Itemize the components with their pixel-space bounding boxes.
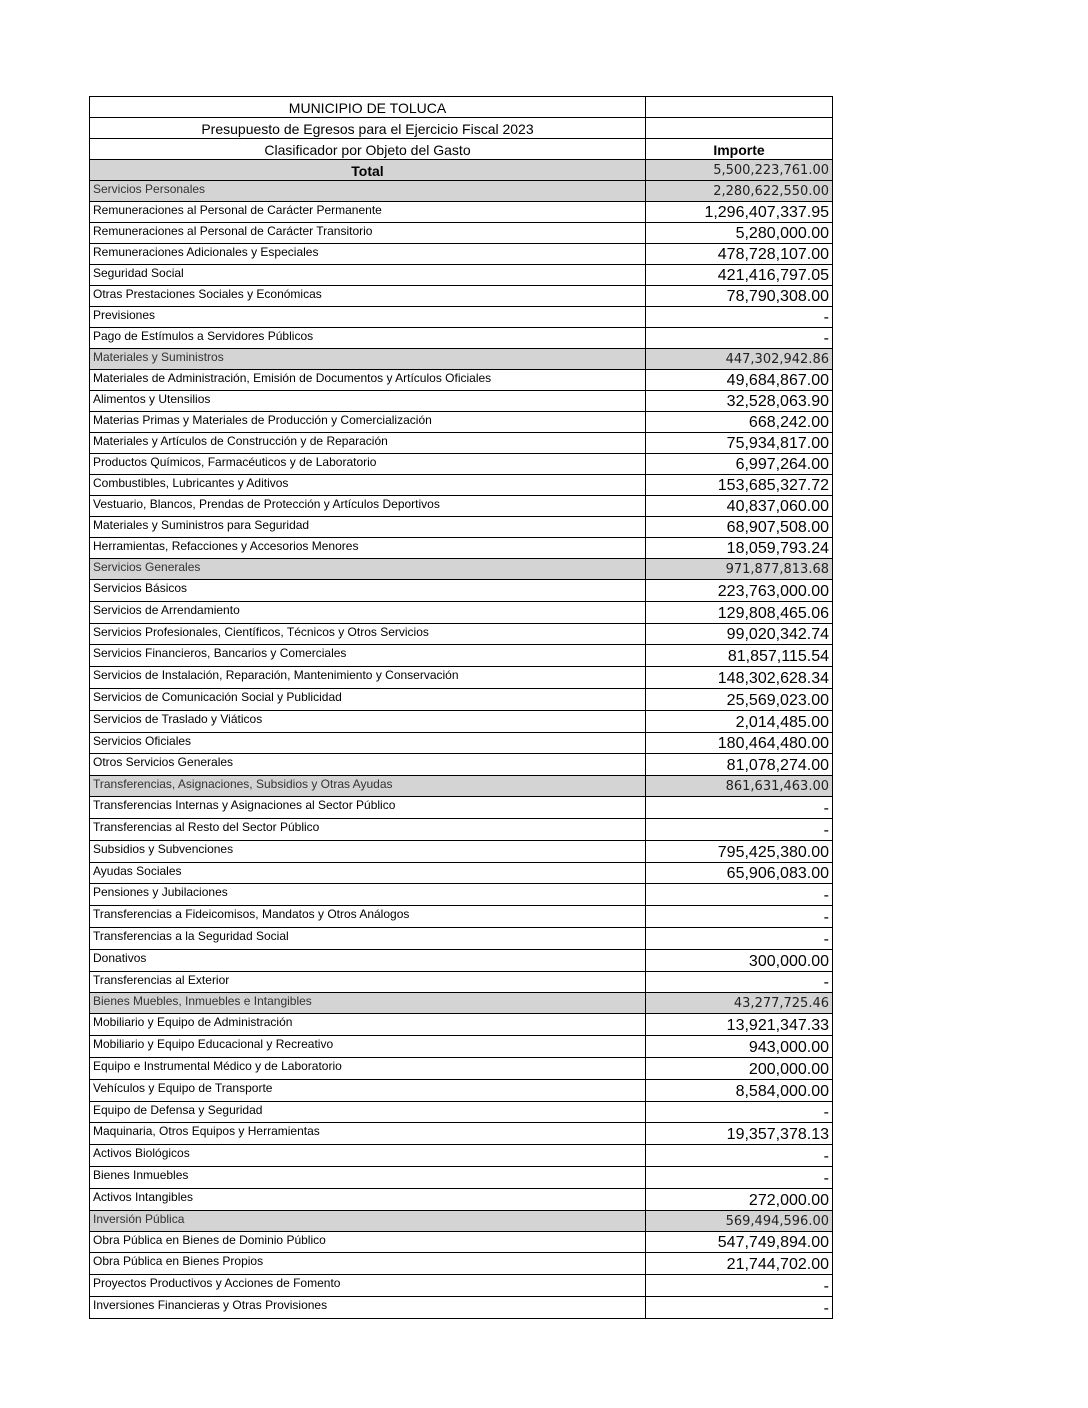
item-label: Servicios Financieros, Bancarios y Comerciales	[90, 645, 646, 667]
category-amount: 861,631,463.00	[646, 776, 833, 797]
item-amount: 2,014,485.00	[646, 710, 833, 732]
category-row	[90, 349, 833, 370]
table-row	[90, 580, 833, 602]
item-amount: -	[646, 1166, 833, 1188]
item-amount: 547,749,894.00	[646, 1231, 833, 1253]
item-label: Maquinaria, Otros Equipos y Herramientas	[90, 1123, 646, 1145]
table-row	[90, 927, 833, 949]
item-label: Mobiliario y Equipo Educacional y Recreativo	[90, 1036, 646, 1058]
item-label: Obra Pública en Bienes Propios	[90, 1253, 646, 1275]
municipality-title: MUNICIPIO DE TOLUCA	[90, 97, 646, 118]
item-amount: -	[646, 1296, 833, 1318]
item-label: Proyectos Productivos y Acciones de Fomento	[90, 1275, 646, 1297]
category-amount: 447,302,942.86	[646, 349, 833, 370]
item-label: Mobiliario y Equipo de Administración	[90, 1014, 646, 1036]
subtitle-row	[90, 118, 833, 139]
empty-cell	[646, 97, 833, 118]
table-row	[90, 797, 833, 819]
item-label: Servicios de Arrendamiento	[90, 601, 646, 623]
item-amount: 78,790,308.00	[646, 286, 833, 307]
table-row	[90, 688, 833, 710]
item-amount: -	[646, 797, 833, 819]
table-row	[90, 1253, 833, 1275]
table-row	[90, 517, 833, 538]
item-amount: 18,059,793.24	[646, 538, 833, 559]
item-label: Vestuario, Blancos, Prendas de Protección y Artículos Deportivos	[90, 496, 646, 517]
category-row	[90, 559, 833, 580]
item-amount: 32,528,063.90	[646, 391, 833, 412]
item-label: Servicios Oficiales	[90, 732, 646, 754]
table-row	[90, 412, 833, 433]
category-amount: 971,877,813.68	[646, 559, 833, 580]
table-row	[90, 286, 833, 307]
table-row	[90, 1145, 833, 1167]
empty-cell	[646, 118, 833, 139]
item-amount: -	[646, 884, 833, 906]
category-name: Materiales y Suministros	[90, 349, 646, 370]
table-row	[90, 496, 833, 517]
table-row	[90, 307, 833, 328]
item-label: Remuneraciones al Personal de Carácter Transitorio	[90, 223, 646, 244]
table-row	[90, 1079, 833, 1101]
table-row	[90, 1101, 833, 1123]
item-label: Materiales y Suministros para Seguridad	[90, 517, 646, 538]
table-row	[90, 202, 833, 223]
table-row	[90, 1123, 833, 1145]
item-label: Vehículos y Equipo de Transporte	[90, 1079, 646, 1101]
table-row	[90, 475, 833, 496]
item-label: Bienes Inmuebles	[90, 1166, 646, 1188]
item-label: Servicios Profesionales, Científicos, Técnicos y Otros Servicios	[90, 623, 646, 645]
table-row	[90, 601, 833, 623]
item-amount: 421,416,797.05	[646, 265, 833, 286]
item-label: Remuneraciones al Personal de Carácter Permanente	[90, 202, 646, 223]
category-amount: 2,280,622,550.00	[646, 181, 833, 202]
item-amount: 478,728,107.00	[646, 244, 833, 265]
item-label: Subsidios y Subvenciones	[90, 840, 646, 862]
item-label: Obra Pública en Bienes de Dominio Público	[90, 1231, 646, 1253]
table-row	[90, 433, 833, 454]
item-amount: 40,837,060.00	[646, 496, 833, 517]
item-amount: 200,000.00	[646, 1057, 833, 1079]
item-label: Remuneraciones Adicionales y Especiales	[90, 244, 646, 265]
item-label: Servicios Básicos	[90, 580, 646, 602]
table-row	[90, 538, 833, 559]
table-row	[90, 732, 833, 754]
item-amount: 6,997,264.00	[646, 454, 833, 475]
item-label: Servicios de Instalación, Reparación, Mantenimiento y Conservación	[90, 667, 646, 689]
item-label: Inversiones Financieras y Otras Provisiones	[90, 1296, 646, 1318]
item-label: Otras Prestaciones Sociales y Económicas	[90, 286, 646, 307]
budget-subtitle: Presupuesto de Egresos para el Ejercicio Fiscal 2023	[90, 118, 646, 139]
category-name: Inversión Pública	[90, 1210, 646, 1231]
item-label: Transferencias a Fideicomisos, Mandatos y Otros Análogos	[90, 906, 646, 928]
table-row	[90, 454, 833, 475]
category-name: Servicios Personales	[90, 181, 646, 202]
item-amount: 21,744,702.00	[646, 1253, 833, 1275]
item-amount: -	[646, 307, 833, 328]
item-amount: 223,763,000.00	[646, 580, 833, 602]
category-row	[90, 993, 833, 1014]
item-amount: 25,569,023.00	[646, 688, 833, 710]
classifier-header: Clasificador por Objeto del Gasto	[90, 139, 646, 160]
item-amount: 1,296,407,337.95	[646, 202, 833, 223]
table-row	[90, 370, 833, 391]
item-amount: 300,000.00	[646, 949, 833, 971]
item-amount: -	[646, 328, 833, 349]
item-label: Seguridad Social	[90, 265, 646, 286]
column-header-row	[90, 139, 833, 160]
table-row	[90, 710, 833, 732]
total-label: Total	[90, 160, 646, 181]
table-row	[90, 840, 833, 862]
item-amount: 75,934,817.00	[646, 433, 833, 454]
item-amount: 68,907,508.00	[646, 517, 833, 538]
table-row	[90, 244, 833, 265]
item-label: Equipo de Defensa y Seguridad	[90, 1101, 646, 1123]
item-label: Transferencias a la Seguridad Social	[90, 927, 646, 949]
item-amount: -	[646, 1101, 833, 1123]
item-amount: 148,302,628.34	[646, 667, 833, 689]
item-amount: 99,020,342.74	[646, 623, 833, 645]
item-label: Herramientas, Refacciones y Accesorios Menores	[90, 538, 646, 559]
item-amount: 180,464,480.00	[646, 732, 833, 754]
category-row	[90, 1210, 833, 1231]
item-amount: -	[646, 818, 833, 840]
table-row	[90, 223, 833, 244]
budget-table-body	[90, 97, 833, 1319]
item-amount: 668,242.00	[646, 412, 833, 433]
item-amount: 272,000.00	[646, 1188, 833, 1210]
table-row	[90, 1275, 833, 1297]
item-label: Previsiones	[90, 307, 646, 328]
category-name: Transferencias, Asignaciones, Subsidios y Otras Ayudas	[90, 776, 646, 797]
item-label: Servicios de Comunicación Social y Publicidad	[90, 688, 646, 710]
table-row	[90, 645, 833, 667]
item-label: Combustibles, Lubricantes y Aditivos	[90, 475, 646, 496]
table-row	[90, 949, 833, 971]
item-amount: -	[646, 927, 833, 949]
item-label: Materiales de Administración, Emisión de Documentos y Artículos Oficiales	[90, 370, 646, 391]
item-amount: 5,280,000.00	[646, 223, 833, 244]
item-amount: -	[646, 1145, 833, 1167]
item-label: Transferencias al Exterior	[90, 971, 646, 993]
table-row	[90, 1036, 833, 1058]
item-label: Donativos	[90, 949, 646, 971]
item-label: Alimentos y Utensilios	[90, 391, 646, 412]
item-label: Pensiones y Jubilaciones	[90, 884, 646, 906]
item-label: Materiales y Artículos de Construcción y de Reparación	[90, 433, 646, 454]
table-row	[90, 906, 833, 928]
category-name: Bienes Muebles, Inmuebles e Intangibles	[90, 993, 646, 1014]
item-amount: -	[646, 1275, 833, 1297]
table-row	[90, 884, 833, 906]
item-amount: 8,584,000.00	[646, 1079, 833, 1101]
table-row	[90, 1296, 833, 1318]
item-amount: 81,857,115.54	[646, 645, 833, 667]
item-label: Pago de Estímulos a Servidores Públicos	[90, 328, 646, 349]
item-amount: -	[646, 906, 833, 928]
item-amount: 795,425,380.00	[646, 840, 833, 862]
total-row	[90, 160, 833, 181]
category-amount: 569,494,596.00	[646, 1210, 833, 1231]
table-row	[90, 1188, 833, 1210]
item-amount: 65,906,083.00	[646, 862, 833, 884]
table-row	[90, 1166, 833, 1188]
total-amount: 5,500,223,761.00	[646, 160, 833, 181]
item-label: Ayudas Sociales	[90, 862, 646, 884]
item-amount: 19,357,378.13	[646, 1123, 833, 1145]
item-amount: 153,685,327.72	[646, 475, 833, 496]
item-label: Transferencias Internas y Asignaciones al Sector Público	[90, 797, 646, 819]
table-row	[90, 391, 833, 412]
table-row	[90, 265, 833, 286]
item-amount: -	[646, 971, 833, 993]
table-row	[90, 754, 833, 776]
item-label: Servicios de Traslado y Viáticos	[90, 710, 646, 732]
item-label: Equipo e Instrumental Médico y de Laboratorio	[90, 1057, 646, 1079]
table-row	[90, 1231, 833, 1253]
category-row	[90, 776, 833, 797]
item-amount: 81,078,274.00	[646, 754, 833, 776]
category-row	[90, 181, 833, 202]
item-amount: 49,684,867.00	[646, 370, 833, 391]
item-label: Otros Servicios Generales	[90, 754, 646, 776]
item-amount: 129,808,465.06	[646, 601, 833, 623]
table-row	[90, 667, 833, 689]
category-amount: 43,277,725.46	[646, 993, 833, 1014]
table-row	[90, 862, 833, 884]
budget-table	[89, 96, 833, 1319]
item-label: Activos Intangibles	[90, 1188, 646, 1210]
item-label: Transferencias al Resto del Sector Público	[90, 818, 646, 840]
table-row	[90, 1014, 833, 1036]
title-row	[90, 97, 833, 118]
item-amount: 943,000.00	[646, 1036, 833, 1058]
item-amount: 13,921,347.33	[646, 1014, 833, 1036]
table-row	[90, 328, 833, 349]
category-name: Servicios Generales	[90, 559, 646, 580]
item-label: Productos Químicos, Farmacéuticos y de Laboratorio	[90, 454, 646, 475]
table-row	[90, 818, 833, 840]
table-row	[90, 971, 833, 993]
item-label: Materias Primas y Materiales de Producción y Comercialización	[90, 412, 646, 433]
table-row	[90, 1057, 833, 1079]
item-label: Activos Biológicos	[90, 1145, 646, 1167]
table-row	[90, 623, 833, 645]
amount-header: Importe	[646, 139, 833, 160]
